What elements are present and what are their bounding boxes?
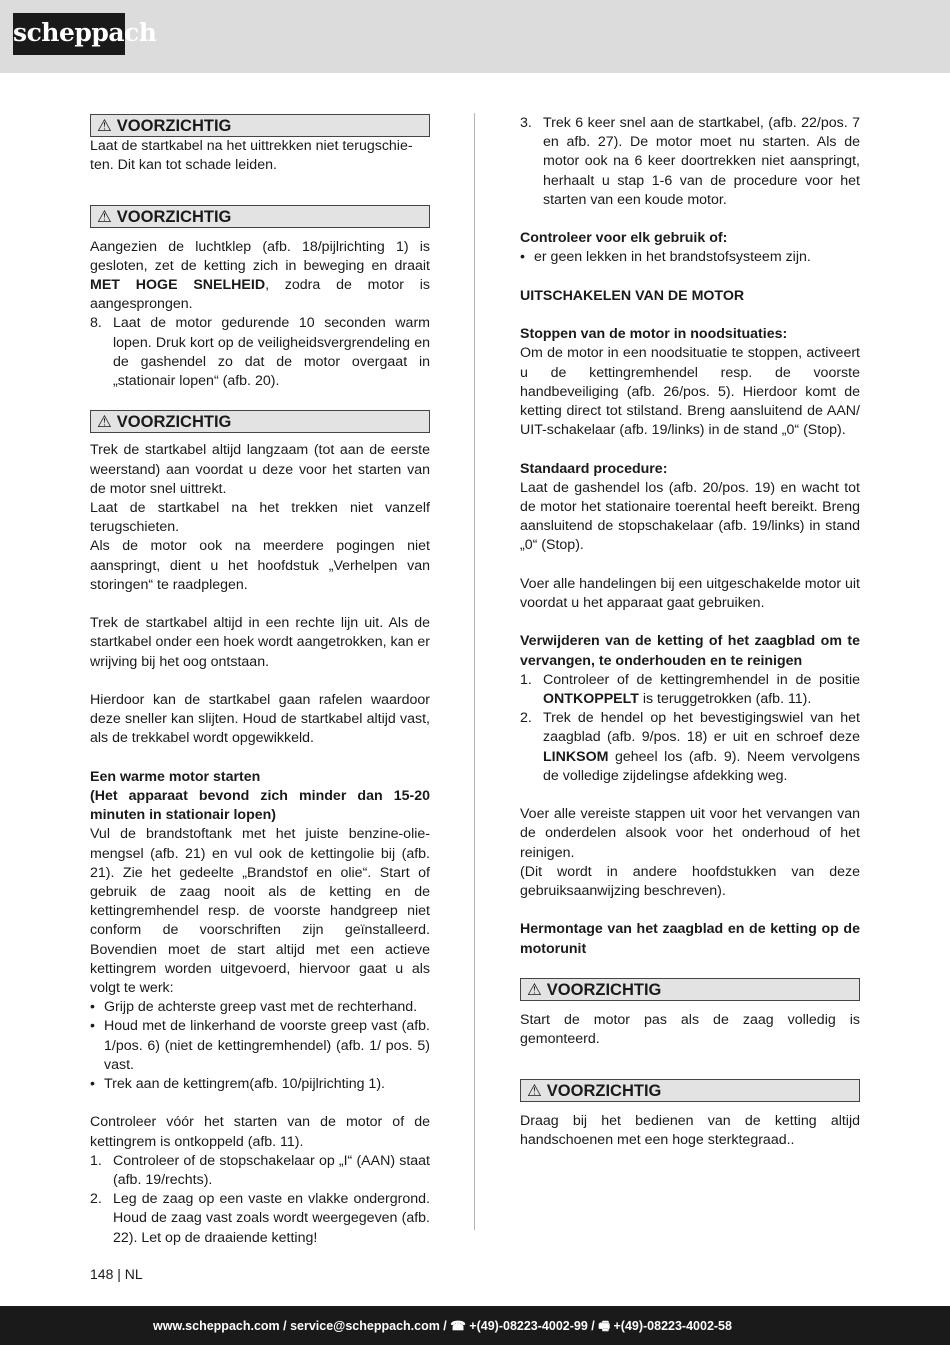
warning-label: VOORZICHTIG xyxy=(116,207,232,226)
warning-text: Trek de startkabel altijd langzaam (tot aan de eerste weerstand) aan voordat u deze voor het starten van de motor snel uittrekt. xyxy=(90,442,430,497)
column-divider xyxy=(474,113,475,1230)
warning-label: VOORZICHTIG xyxy=(546,981,662,999)
footer-bar xyxy=(0,1306,950,1345)
warning-text: Laat de startkabel na het trekken niet vanzelf terugschieten. xyxy=(90,500,430,536)
warning-text: Als de motor ook na meerdere pogingen niet aanspringt, dient u het hoofdstuk „Verhelpen van storingen“ te raadplegen. xyxy=(90,538,430,593)
list-item: 2. Trek de hendel op het bevestigingswiel van het zaagblad (afb. 9/pos. 18) er uit en schroef deze LINKSOM geheel los (afb. 9). Neem vervolgens de volledige zijdelingse afdekking weg. xyxy=(520,710,860,784)
replace-paragraph: (Dit wordt in andere hoofdstukken van deze gebruiksaanwijzing beschreven). xyxy=(520,863,860,900)
warning-triangle-icon: ⚠ xyxy=(527,981,542,999)
list-item: 8. Laat de motor gedurende 10 seconden warm lopen. Druk kort op de veiligheidsvergrendeling en de gashendel zo dat de motor overgaat in „stationair lopen“ (afb. 20). xyxy=(90,315,430,390)
warm-start-paragraph: Vul de brandstoftank met het juiste benzine-olie-mengsel (afb. 21) en vul ook de kettingolie bij (afb. 21). Zie het gedeelte „Brandstof en olie“. Start of gebruik de zaag nooit als de ketting en de kettingremhendel resp. de voorste handgreep niet conform de voorschriften zijn geïnstalleerd. Bovendien moet de start altijd met een actieve kettingrem worden uitgevoerd, hiervoor gaat u als volgt te werk: xyxy=(90,826,430,997)
list-item: 1. Controleer of de kettingremhendel in de positie ONTKOPPELT is teruggetrokken (afb. 11). xyxy=(520,671,860,707)
footer-contact: www.scheppach.com / service@scheppach.com / ☎ +(49)-08223-4002-99 / 🖷 +(49)-08223-4002-58 xyxy=(153,1319,732,1333)
warning-box xyxy=(90,205,430,228)
list-item: • Grijp de achterste greep vast met de rechterhand. xyxy=(90,999,418,1016)
warning-label: VOORZICHTIG xyxy=(546,1081,662,1100)
pull-straight-paragraph: Trek de startkabel altijd in een rechte lijn uit. Als de startkabel onder een hoek wordt aangetrokken, kan er wrijving bij het oog ontstaan. xyxy=(90,615,430,670)
section-subheading: (Het apparaat bevond zich minder dan 15-20 minuten in stationair lopen) xyxy=(90,788,430,824)
list-item: 1. Controleer of de stopschakelaar op „I“ (AAN) staat (afb. 19/rechts). xyxy=(90,1152,430,1189)
section-heading: Controleer voor elk gebruik of: xyxy=(520,230,728,247)
warning-box xyxy=(520,978,860,1001)
warning-label: VOORZICHTIG xyxy=(116,413,232,432)
warning-text: Start de motor pas als de zaag volledig is gemonteerd. xyxy=(520,1012,860,1048)
emergency-paragraph: Om de motor in een noodsituatie te stoppen, activeert u de kettingremhendel resp. de voorste handbeveiliging (afb. 26/pos. 5). Hierdoor komt de ketting direct tot stilstand. Breng aansluitend de AAN/ UIT-schakelaar (afb. 19/links) in de stand „0“ (Stop). xyxy=(520,345,860,439)
page-number: 148 | NL xyxy=(90,1266,143,1282)
section-heading: Stoppen van de motor in noodsituaties: xyxy=(520,326,788,343)
warning-label: VOORZICHTIG xyxy=(116,117,232,135)
off-note-paragraph: Voer alle handelingen bij een uitgeschakelde motor uit voordat u het apparaat gaat gebruiken. xyxy=(520,575,860,611)
list-item: • er geen lekken in het brandstofsysteem zijn. xyxy=(520,249,811,266)
list-item: 3. Trek 6 keer snel aan de startkabel, (afb. 22/pos. 7 en afb. 27). De motor moet nu starten. Als de motor ook na 6 keer doortrekken niet aanspringt, herhaalt u stap 1-6 van de procedure voor het starten van een koude motor. xyxy=(520,115,860,208)
section-heading: Verwijderen van de ketting of het zaagblad om te vervangen, te onderhouden en te reinigen xyxy=(520,633,860,669)
list-item: 2. Leg de zaag op een vaste en vlakke ondergrond. Houd de zaag vast zoals wordt weergegeven (afb. 22). Let op de draaiende ketting! xyxy=(90,1191,430,1246)
section-heading: UITSCHAKELEN VAN DE MOTOR xyxy=(520,287,745,304)
warning-box xyxy=(90,114,430,137)
warning-box xyxy=(520,1079,860,1102)
replace-paragraph: Voer alle vereiste stappen uit voor het vervangen van de onderdelen alsook voor het onderhoud of het reinigen. xyxy=(520,806,860,861)
warning-triangle-icon: ⚠ xyxy=(97,117,112,135)
warning-triangle-icon: ⚠ xyxy=(97,413,112,432)
section-heading: Een warme motor starten xyxy=(90,768,261,785)
section-heading: Hermontage van het zaagblad en de ketting op de motorunit xyxy=(520,921,860,957)
warning-triangle-icon: ⚠ xyxy=(527,1081,542,1100)
choke-paragraph: Aangezien de luchtklep (afb. 18/pijlrichting 1) is gesloten, zet de ketting zich in beweging en draait MET HOGE SNELHEID, zodra de motor is aangesprongen. xyxy=(90,238,430,313)
list-item: • Trek aan de kettingrem(afb. 10/pijlrichting 1). xyxy=(90,1076,385,1093)
check-paragraph: Controleer vóór het starten van de motor of de kettingrem is ontkoppeld (afb. 11). xyxy=(90,1114,430,1150)
section-heading: Standaard procedure: xyxy=(520,460,668,477)
warning-text: Laat de startkabel na het uittrekken niet terugschie-ten. Dit kan tot schade leiden. xyxy=(90,138,413,174)
right-column xyxy=(520,114,860,1150)
header-bar xyxy=(0,0,950,73)
list-item: • Houd met de linkerhand de voorste greep vast (afb. 1/pos. 6) (niet de kettingremhendel) (afb. 1/ pos. 5) vast. xyxy=(90,1018,430,1073)
fray-paragraph: Hierdoor kan de startkabel gaan rafelen waardoor deze sneller kan slijten. Houd de startkabel altijd vast, als de trekkabel wordt opgewikkeld. xyxy=(90,692,430,747)
brand-logo: scheppach xyxy=(13,13,125,55)
standard-paragraph: Laat de gashendel los (afb. 20/pos. 19) en wacht tot de motor het stationaire toerental heeft bereikt. Breng aansluitend de stopschakelaar (afb. 19/links) in stand „0“ (Stop). xyxy=(520,479,860,554)
warning-triangle-icon: ⚠ xyxy=(97,207,112,226)
left-column xyxy=(90,114,430,1248)
warning-text: Draag bij het bedienen van de ketting altijd handschoenen met een hoge sterktegraad.. xyxy=(520,1112,860,1148)
warning-box xyxy=(90,410,430,433)
